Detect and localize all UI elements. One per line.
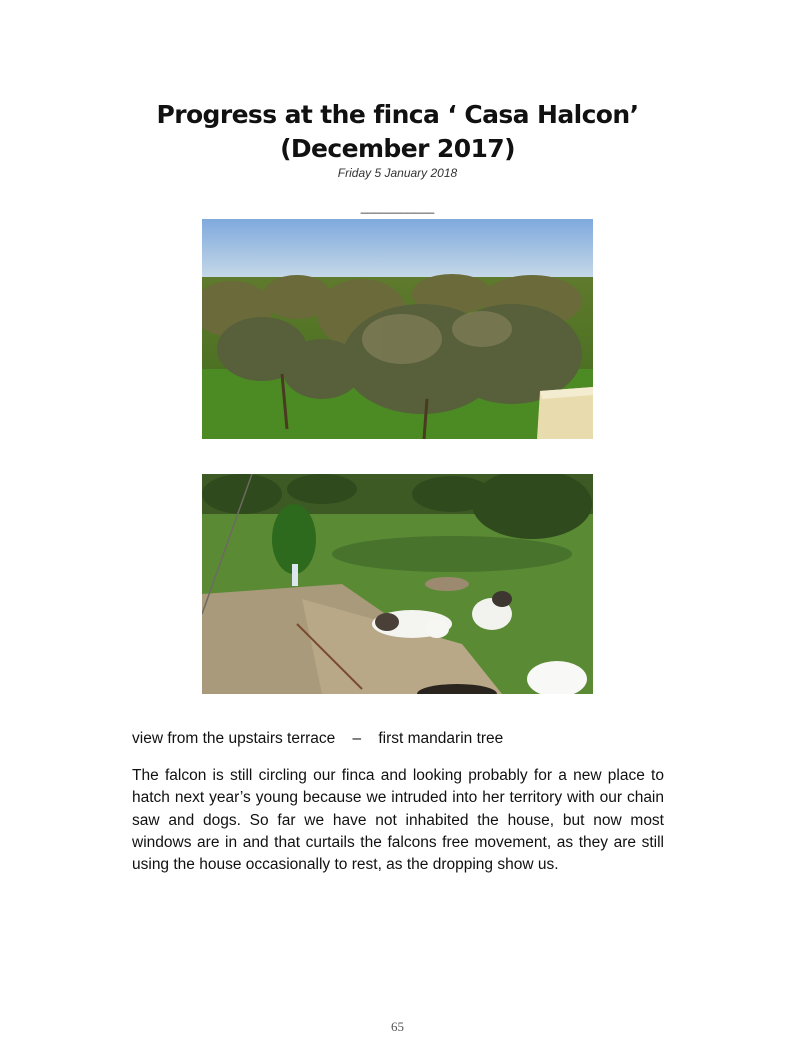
mandarin-tree-photo [202, 474, 593, 694]
olive-grove-photo [202, 219, 593, 439]
page-number: 65 [391, 1019, 404, 1034]
photo-caption: view from the upstairs terrace – first mandarin tree [132, 730, 504, 747]
article-title-line-2: (December 2017) [280, 134, 515, 163]
article-title [0, 98, 795, 166]
body-paragraph: The falcon is still circling our finca and looking probably for a new place to hatch next year’s young because we intruded into her territory with our chain saw and dogs. So far we have not inhabited the house, but now most windows are in and that curtails the falcons free movement, as they are still using the house occasionally to rest, as the dropping show us. [132, 767, 664, 874]
article-title-line-1: Progress at the finca ‘ Casa Halcon’ [156, 100, 639, 129]
article-date: Friday 5 January 2018 [337, 166, 458, 180]
separator-line: ___________ [360, 200, 435, 214]
